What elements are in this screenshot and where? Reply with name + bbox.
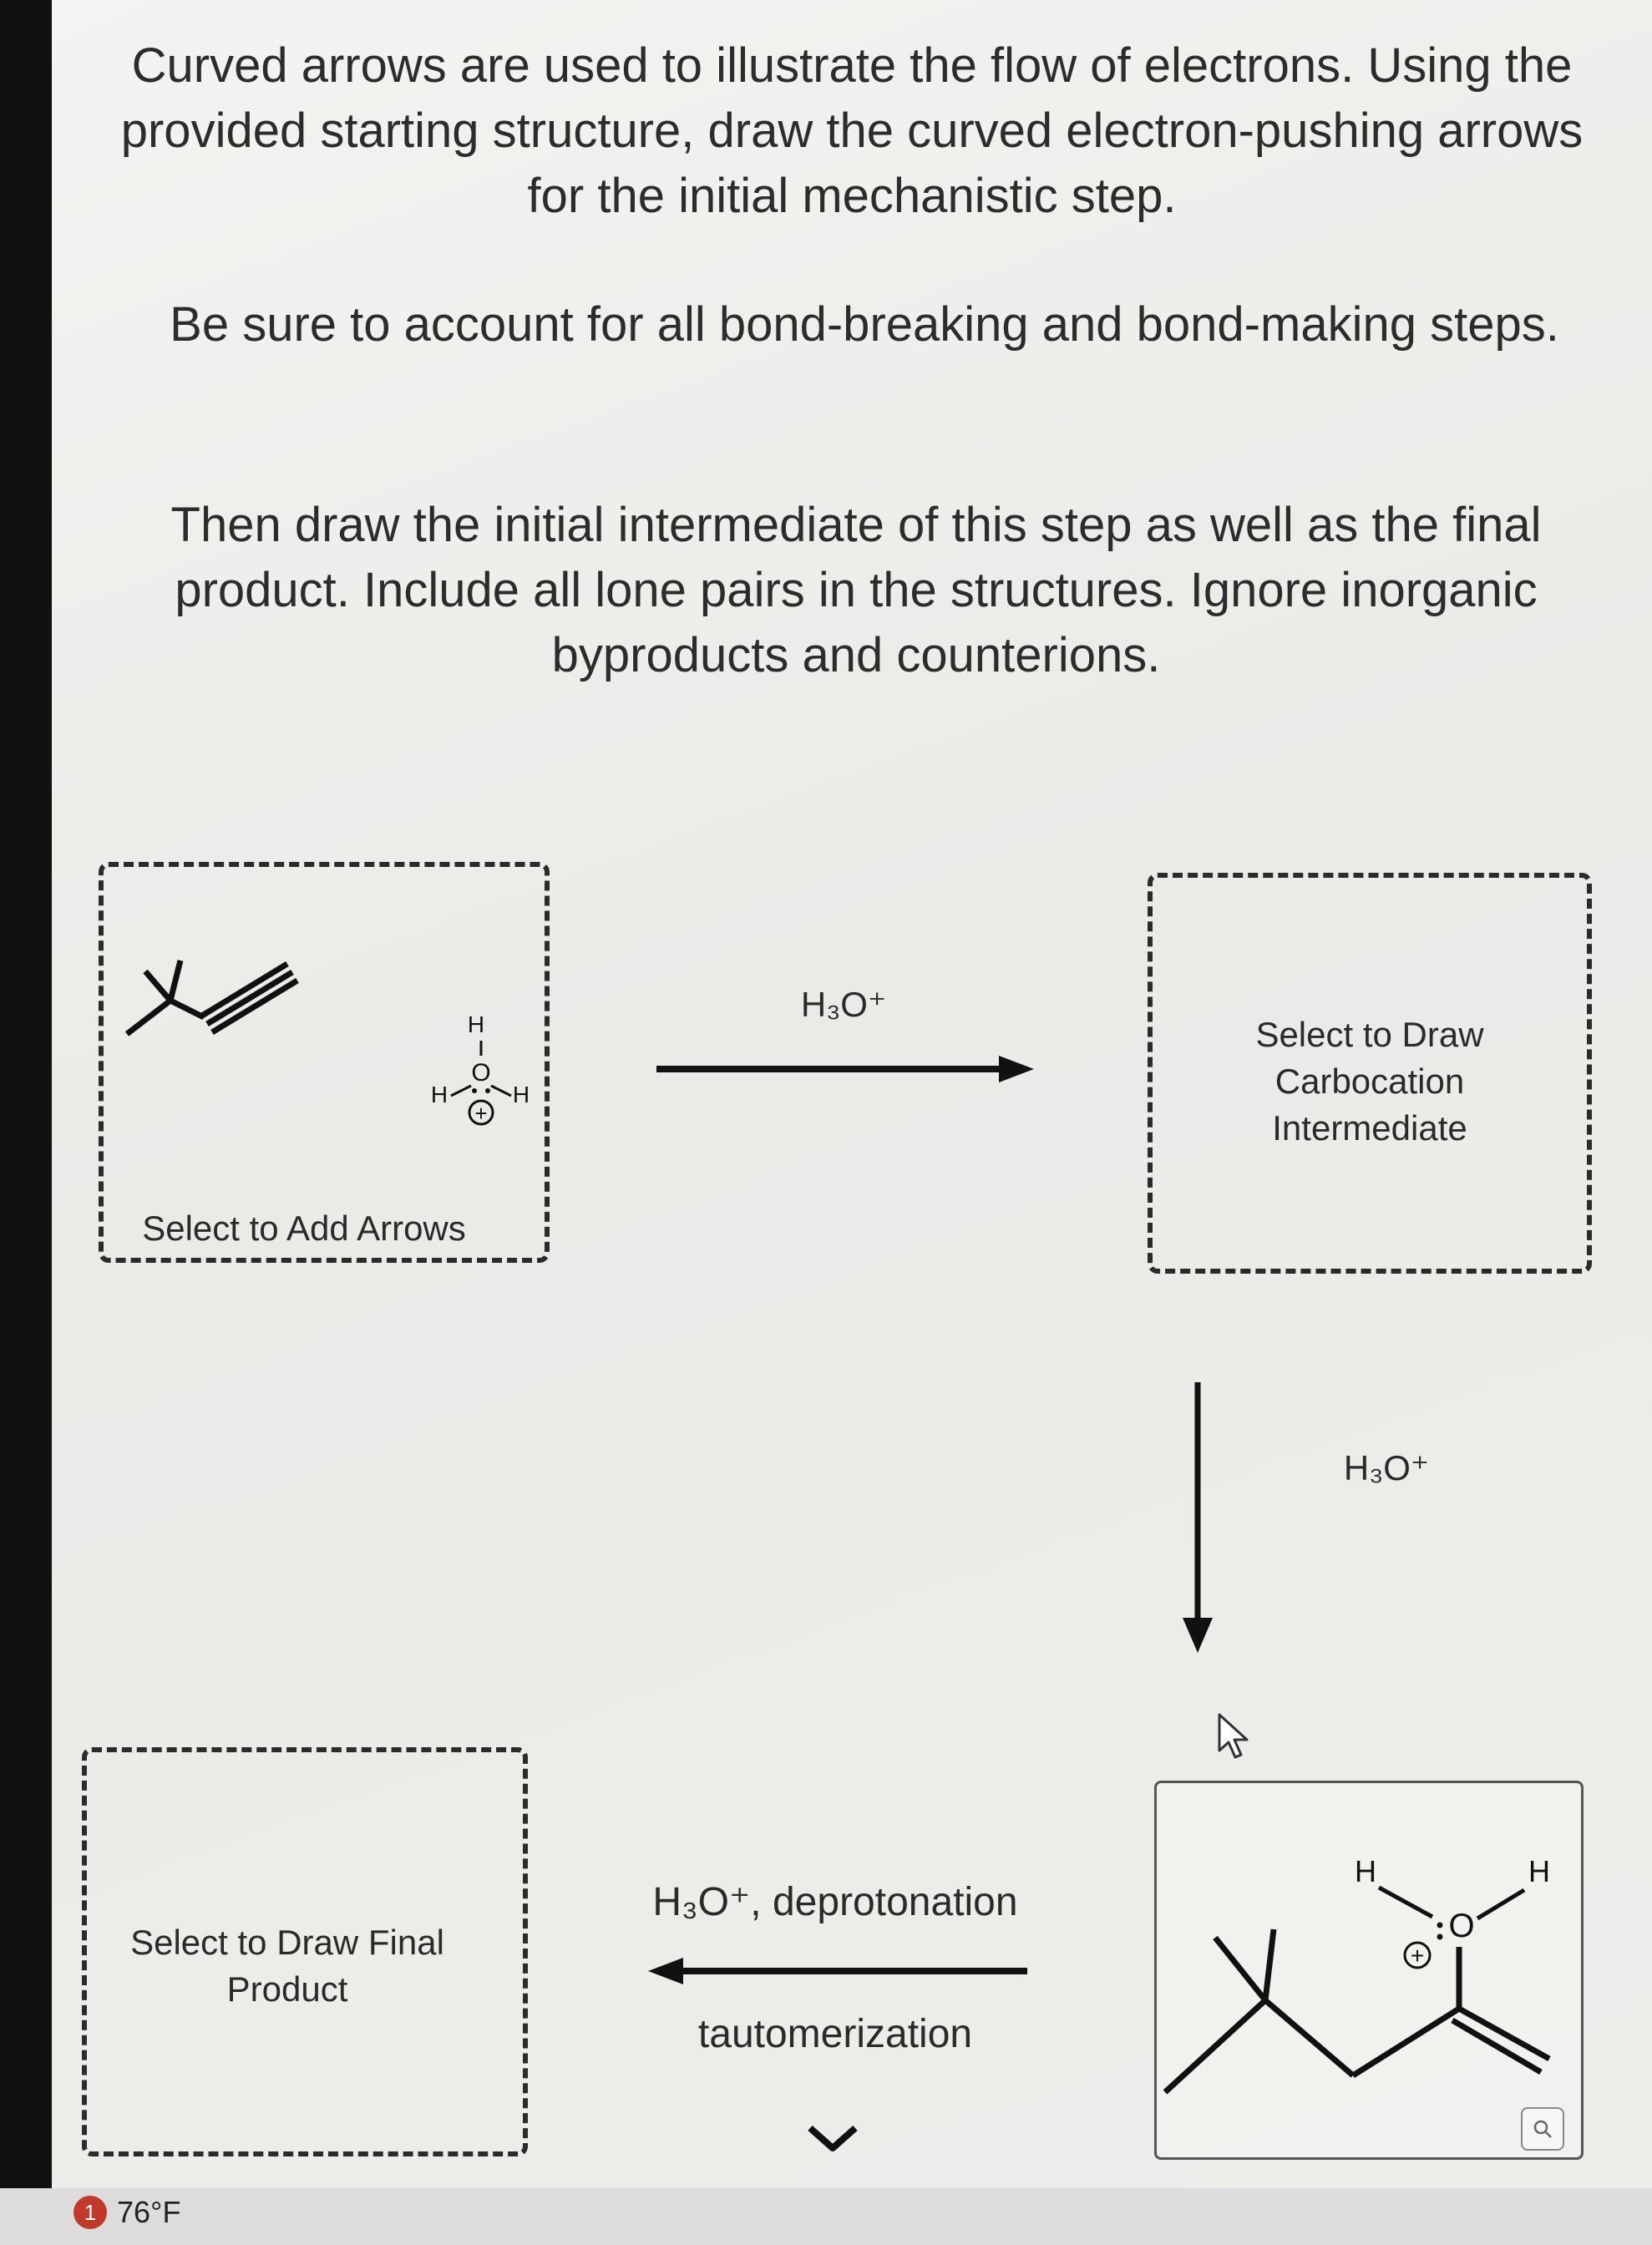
bond-tbu-3 (1165, 2000, 1265, 2092)
bond-tbu-1 (1215, 1938, 1265, 2000)
reaction-arrow-right (656, 1044, 1041, 1094)
cursor-icon (1215, 1710, 1257, 1761)
temperature-text: 76°F (117, 2195, 181, 2229)
bond-chain (170, 1001, 204, 1017)
taskbar (0, 2188, 1652, 2245)
hydronium-h-right: H (512, 1082, 530, 1107)
bond-o-h-right (491, 1086, 511, 1096)
arrow2-reagent: H₃O⁺ (1343, 1448, 1430, 1487)
draw-intermediate-label[interactable]: Select to Draw Carbocation Intermediate (1255, 1015, 1484, 1148)
draw-final-product-label[interactable]: Select to Draw Final Product (130, 1923, 444, 2009)
starting-structure-drawing (104, 917, 545, 1168)
weather-widget[interactable] (73, 2195, 180, 2230)
triple-bond-1 (202, 964, 287, 1016)
instruction-paragraph-3: Then draw the initial intermediate of this step as well as the final product. Include all lone pairs in the structures. Ignore inorganic byproducts and counterions. (170, 498, 1542, 682)
enol-h-left: H (1355, 1854, 1376, 1888)
bond-methyl-2 (170, 960, 180, 1001)
carbocation-intermediate-box[interactable] (1148, 873, 1592, 1274)
protonated-enol-drawing (1157, 1783, 1581, 2157)
zoom-button[interactable] (1521, 2107, 1564, 2151)
screen-bezel (0, 0, 52, 2245)
add-arrows-label[interactable]: Select to Add Arrows (142, 1209, 466, 1248)
starting-structure-box[interactable] (99, 862, 550, 1263)
instruction-paragraph-1: Curved arrows are used to illustrate the flow of electrons. Using the provided starting structure, draw the curved electron-pushing arrows for the initial mechanistic step. (120, 38, 1584, 223)
arrow1-reagent: H₃O⁺ (800, 985, 887, 1024)
bond-methyl-3 (127, 1001, 170, 1034)
charge-plus: + (474, 1101, 488, 1126)
final-product-box[interactable] (82, 1747, 528, 2156)
triple-bond-2 (207, 972, 292, 1024)
alkyne-structure (127, 960, 297, 1034)
bond-methyl-1 (145, 971, 170, 1001)
lone-pair-dot (485, 1088, 490, 1093)
arrow3-reagent: H₃O⁺, deprotonation (652, 1880, 1018, 1924)
notification-badge: 1 (73, 2196, 107, 2229)
chevron-down-icon[interactable] (803, 2121, 862, 2155)
zoom-icon (1532, 2118, 1553, 2140)
enol-h-right: H (1528, 1854, 1550, 1888)
hydronium-h-top: H (467, 1011, 485, 1037)
reaction-arrow-down (1173, 1382, 1223, 1658)
bond-to-c-enol (1353, 2009, 1459, 2075)
hydronium-ion (431, 1011, 530, 1126)
hydronium-h-left: H (430, 1082, 448, 1107)
instruction-paragraph-2: Be sure to account for all bond-breaking and bond-making steps. (170, 297, 1559, 352)
bond-ch2 (1265, 2000, 1353, 2075)
protonated-enol-box (1154, 1781, 1584, 2160)
bond-tbu-2 (1265, 1929, 1274, 2000)
triple-bond-3 (212, 981, 297, 1032)
lone-pair-dot (472, 1088, 477, 1093)
arrow3-condition: tautomerization (697, 2012, 973, 2056)
charge-plus: + (1410, 1943, 1425, 1969)
enol-oxygen: O (1448, 1908, 1475, 1944)
bond-o-h-left (451, 1086, 471, 1096)
hydronium-oxygen: O (471, 1059, 491, 1087)
reaction-arrow-left (641, 1946, 1034, 1996)
